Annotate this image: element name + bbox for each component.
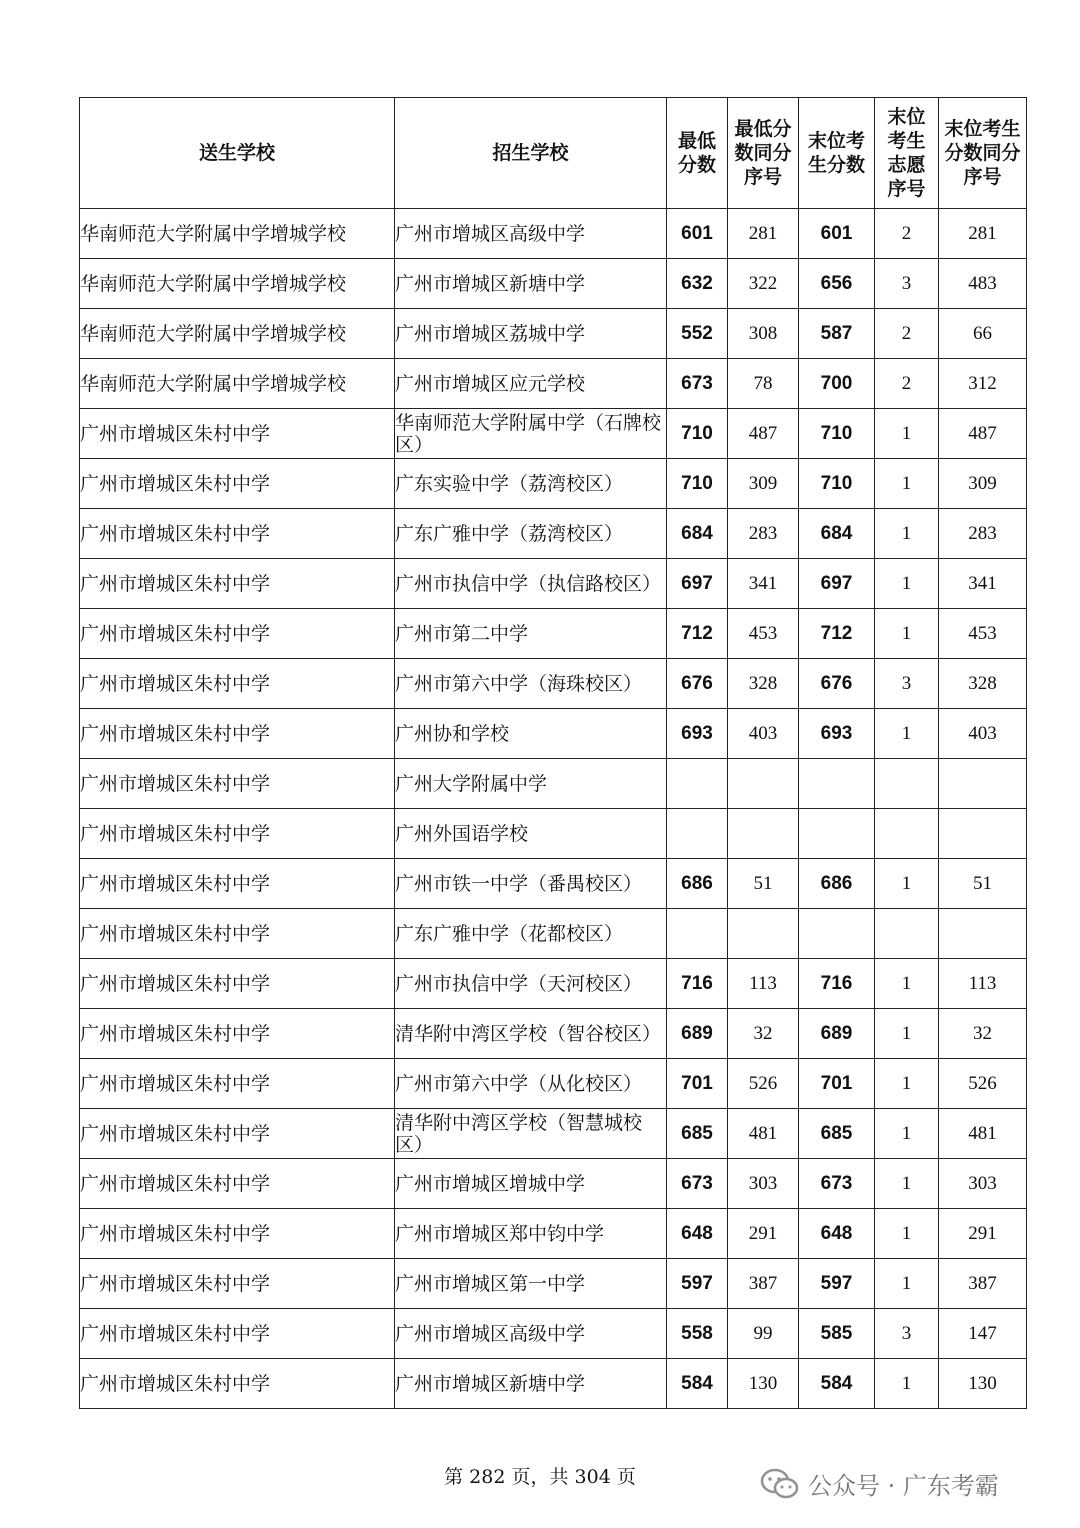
sending-school-cell: 广州市增城区朱村中学	[80, 559, 395, 609]
last-score-rank-cell: 281	[939, 209, 1027, 259]
last-score-rank-cell: 483	[939, 259, 1027, 309]
last-score-rank-cell: 32	[939, 1009, 1027, 1059]
min-score-cell: 697	[667, 559, 728, 609]
min-score-cell	[667, 759, 728, 809]
last-score-rank-cell: 526	[939, 1059, 1027, 1109]
table-row	[80, 1009, 1027, 1059]
table-row	[80, 609, 1027, 659]
last-score-cell: 712	[799, 609, 875, 659]
sending-school-cell: 广州市增城区朱村中学	[80, 1109, 395, 1159]
last-score-rank-cell: 487	[939, 409, 1027, 459]
table-row	[80, 559, 1027, 609]
sending-school-cell: 广州市增城区朱村中学	[80, 1159, 395, 1209]
last-score-cell: 710	[799, 459, 875, 509]
admitting-school-cell: 广州大学附属中学	[395, 759, 667, 809]
last-choice-no-cell: 1	[875, 609, 939, 659]
last-score-cell: 697	[799, 559, 875, 609]
admitting-school-cell: 广州协和学校	[395, 709, 667, 759]
admitting-school-cell: 广州市第二中学	[395, 609, 667, 659]
min-score-rank-cell: 309	[728, 459, 799, 509]
min-score-rank-cell: 322	[728, 259, 799, 309]
last-choice-no-cell: 1	[875, 709, 939, 759]
last-score-cell: 689	[799, 1009, 875, 1059]
table-row	[80, 1109, 1027, 1159]
last-score-cell: 585	[799, 1309, 875, 1359]
sending-school-cell: 广州市增城区朱村中学	[80, 1209, 395, 1259]
min-score-rank-cell	[728, 809, 799, 859]
table-row	[80, 259, 1027, 309]
min-score-cell: 686	[667, 859, 728, 909]
min-score-rank-cell: 51	[728, 859, 799, 909]
sending-school-cell: 广州市增城区朱村中学	[80, 709, 395, 759]
sending-school-cell: 华南师范大学附属中学增城学校	[80, 309, 395, 359]
wechat-icon	[760, 1467, 800, 1501]
last-choice-no-cell: 1	[875, 559, 939, 609]
admitting-school-cell: 广州外国语学校	[395, 809, 667, 859]
min-score-rank-cell: 291	[728, 1209, 799, 1259]
last-score-cell: 684	[799, 509, 875, 559]
last-score-rank-cell: 147	[939, 1309, 1027, 1359]
last-score-rank-cell: 481	[939, 1109, 1027, 1159]
page-footer: 第 282 页，共 304 页	[444, 1466, 636, 1488]
last-score-rank-cell: 387	[939, 1259, 1027, 1309]
last-score-rank-cell: 303	[939, 1159, 1027, 1209]
admitting-school-cell: 广州市增城区高级中学	[395, 209, 667, 259]
last-choice-no-cell: 1	[875, 1009, 939, 1059]
min-score-rank-cell: 481	[728, 1109, 799, 1159]
last-score-cell	[799, 809, 875, 859]
last-score-cell: 601	[799, 209, 875, 259]
sending-school-cell: 华南师范大学附属中学增城学校	[80, 359, 395, 409]
last-score-cell: 710	[799, 409, 875, 459]
min-score-cell: 716	[667, 959, 728, 1009]
header-min-score-rank: 最低分 数同分 序号	[728, 98, 799, 209]
last-score-rank-cell: 403	[939, 709, 1027, 759]
table-row	[80, 809, 1027, 859]
last-score-rank-cell: 51	[939, 859, 1027, 909]
last-score-rank-cell: 130	[939, 1359, 1027, 1409]
table-row	[80, 1259, 1027, 1309]
last-score-rank-cell	[939, 909, 1027, 959]
sending-school-cell: 广州市增城区朱村中学	[80, 659, 395, 709]
min-score-cell: 712	[667, 609, 728, 659]
sending-school-cell: 广州市增城区朱村中学	[80, 759, 395, 809]
min-score-cell: 710	[667, 409, 728, 459]
sending-school-cell: 广州市增城区朱村中学	[80, 1359, 395, 1409]
last-choice-no-cell	[875, 909, 939, 959]
sending-school-cell: 广州市增城区朱村中学	[80, 809, 395, 859]
sending-school-cell: 广州市增城区朱村中学	[80, 909, 395, 959]
min-score-cell: 676	[667, 659, 728, 709]
table-row	[80, 709, 1027, 759]
sending-school-cell: 广州市增城区朱村中学	[80, 409, 395, 459]
min-score-rank-cell: 99	[728, 1309, 799, 1359]
sending-school-cell: 广州市增城区朱村中学	[80, 1009, 395, 1059]
min-score-rank-cell: 113	[728, 959, 799, 1009]
watermark-text: 公众号 · 广东考霸	[808, 1472, 999, 1500]
min-score-cell: 632	[667, 259, 728, 309]
last-choice-no-cell: 1	[875, 409, 939, 459]
table-row	[80, 859, 1027, 909]
last-choice-no-cell	[875, 759, 939, 809]
admitting-school-cell: 广州市增城区新塘中学	[395, 259, 667, 309]
table-row	[80, 309, 1027, 359]
min-score-cell: 558	[667, 1309, 728, 1359]
min-score-rank-cell: 403	[728, 709, 799, 759]
admitting-school-cell: 广州市铁一中学（番禺校区）	[395, 859, 667, 909]
table-row	[80, 409, 1027, 459]
last-choice-no-cell: 3	[875, 659, 939, 709]
last-choice-no-cell: 1	[875, 1359, 939, 1409]
admitting-school-cell: 广州市执信中学（执信路校区）	[395, 559, 667, 609]
min-score-cell: 710	[667, 459, 728, 509]
last-score-cell: 686	[799, 859, 875, 909]
admitting-school-cell: 广州市增城区荔城中学	[395, 309, 667, 359]
last-score-cell: 656	[799, 259, 875, 309]
last-score-rank-cell: 309	[939, 459, 1027, 509]
last-choice-no-cell: 1	[875, 959, 939, 1009]
last-score-rank-cell: 291	[939, 1209, 1027, 1259]
last-choice-no-cell: 3	[875, 1309, 939, 1359]
min-score-cell: 684	[667, 509, 728, 559]
admitting-school-cell: 广州市执信中学（天河校区）	[395, 959, 667, 1009]
table-row	[80, 909, 1027, 959]
admission-table	[79, 97, 1027, 1409]
last-score-cell: 676	[799, 659, 875, 709]
admitting-school-cell: 广州市增城区郑中钧中学	[395, 1209, 667, 1259]
sending-school-cell: 广州市增城区朱村中学	[80, 1059, 395, 1109]
min-score-cell: 701	[667, 1059, 728, 1109]
last-score-cell	[799, 909, 875, 959]
table-row	[80, 1359, 1027, 1409]
last-score-cell: 716	[799, 959, 875, 1009]
last-choice-no-cell: 1	[875, 859, 939, 909]
last-score-cell: 587	[799, 309, 875, 359]
min-score-cell: 673	[667, 1159, 728, 1209]
last-choice-no-cell: 1	[875, 1159, 939, 1209]
admitting-school-cell: 广东广雅中学（荔湾校区）	[395, 509, 667, 559]
last-score-cell: 700	[799, 359, 875, 409]
min-score-rank-cell: 387	[728, 1259, 799, 1309]
last-choice-no-cell: 2	[875, 209, 939, 259]
min-score-cell: 552	[667, 309, 728, 359]
table-row	[80, 1159, 1027, 1209]
last-choice-no-cell: 1	[875, 1209, 939, 1259]
table-row	[80, 1309, 1027, 1359]
min-score-cell: 689	[667, 1009, 728, 1059]
last-score-rank-cell: 283	[939, 509, 1027, 559]
last-score-rank-cell: 453	[939, 609, 1027, 659]
min-score-rank-cell: 487	[728, 409, 799, 459]
min-score-rank-cell	[728, 759, 799, 809]
last-choice-no-cell: 1	[875, 1259, 939, 1309]
last-choice-no-cell: 1	[875, 1109, 939, 1159]
sending-school-cell: 华南师范大学附属中学增城学校	[80, 209, 395, 259]
last-score-cell: 701	[799, 1059, 875, 1109]
table-row	[80, 209, 1027, 259]
admitting-school-cell: 广州市增城区第一中学	[395, 1259, 667, 1309]
header-last-choice-no: 末位 考生 志愿 序号	[875, 98, 939, 209]
sending-school-cell: 广州市增城区朱村中学	[80, 859, 395, 909]
table-row	[80, 359, 1027, 409]
admitting-school-cell: 广州市增城区高级中学	[395, 1309, 667, 1359]
admitting-school-cell: 清华附中湾区学校（智谷校区）	[395, 1009, 667, 1059]
header-last-score-rank: 末位考生 分数同分 序号	[939, 98, 1027, 209]
header-min-score: 最低 分数	[667, 98, 728, 209]
table-row	[80, 959, 1027, 1009]
min-score-cell: 597	[667, 1259, 728, 1309]
last-score-cell	[799, 759, 875, 809]
last-score-rank-cell: 328	[939, 659, 1027, 709]
table-row	[80, 509, 1027, 559]
table-row	[80, 1059, 1027, 1109]
min-score-rank-cell: 78	[728, 359, 799, 409]
admitting-school-cell: 广东实验中学（荔湾校区）	[395, 459, 667, 509]
min-score-rank-cell: 281	[728, 209, 799, 259]
min-score-cell: 693	[667, 709, 728, 759]
last-score-cell: 685	[799, 1109, 875, 1159]
min-score-rank-cell: 283	[728, 509, 799, 559]
header-last-score: 末位考 生分数	[799, 98, 875, 209]
table-row	[80, 659, 1027, 709]
last-choice-no-cell: 3	[875, 259, 939, 309]
last-score-cell: 673	[799, 1159, 875, 1209]
table-row	[80, 759, 1027, 809]
min-score-rank-cell: 32	[728, 1009, 799, 1059]
min-score-rank-cell: 303	[728, 1159, 799, 1209]
admitting-school-cell: 广州市第六中学（从化校区）	[395, 1059, 667, 1109]
min-score-rank-cell: 328	[728, 659, 799, 709]
sending-school-cell: 广州市增城区朱村中学	[80, 459, 395, 509]
table-row	[80, 1209, 1027, 1259]
last-score-cell: 693	[799, 709, 875, 759]
last-score-rank-cell: 312	[939, 359, 1027, 409]
admitting-school-cell: 华南师范大学附属中学（石牌校区）	[395, 409, 667, 459]
min-score-rank-cell: 341	[728, 559, 799, 609]
last-choice-no-cell: 1	[875, 1059, 939, 1109]
last-score-cell: 584	[799, 1359, 875, 1409]
admitting-school-cell: 广州市增城区新塘中学	[395, 1359, 667, 1409]
last-choice-no-cell: 1	[875, 459, 939, 509]
last-choice-no-cell: 2	[875, 309, 939, 359]
sending-school-cell: 华南师范大学附属中学增城学校	[80, 259, 395, 309]
min-score-cell: 601	[667, 209, 728, 259]
admitting-school-cell: 广东广雅中学（花都校区）	[395, 909, 667, 959]
header-admitting-school: 招生学校	[395, 98, 667, 209]
table-row	[80, 459, 1027, 509]
min-score-rank-cell	[728, 909, 799, 959]
min-score-cell: 648	[667, 1209, 728, 1259]
last-score-rank-cell: 113	[939, 959, 1027, 1009]
min-score-cell: 673	[667, 359, 728, 409]
admitting-school-cell: 广州市第六中学（海珠校区）	[395, 659, 667, 709]
last-choice-no-cell: 1	[875, 509, 939, 559]
sending-school-cell: 广州市增城区朱村中学	[80, 509, 395, 559]
sending-school-cell: 广州市增城区朱村中学	[80, 609, 395, 659]
header-sending-school: 送生学校	[80, 98, 395, 209]
min-score-rank-cell: 308	[728, 309, 799, 359]
min-score-rank-cell: 130	[728, 1359, 799, 1409]
admitting-school-cell: 广州市增城区应元学校	[395, 359, 667, 409]
sending-school-cell: 广州市增城区朱村中学	[80, 1309, 395, 1359]
min-score-cell	[667, 909, 728, 959]
last-choice-no-cell: 2	[875, 359, 939, 409]
last-score-rank-cell	[939, 759, 1027, 809]
last-score-rank-cell: 341	[939, 559, 1027, 609]
admitting-school-cell: 清华附中湾区学校（智慧城校区）	[395, 1109, 667, 1159]
last-score-rank-cell: 66	[939, 309, 1027, 359]
sending-school-cell: 广州市增城区朱村中学	[80, 1259, 395, 1309]
last-score-rank-cell	[939, 809, 1027, 859]
last-score-cell: 648	[799, 1209, 875, 1259]
min-score-rank-cell: 526	[728, 1059, 799, 1109]
header-row	[80, 98, 1027, 209]
min-score-cell: 685	[667, 1109, 728, 1159]
admitting-school-cell: 广州市增城区增城中学	[395, 1159, 667, 1209]
last-score-cell: 597	[799, 1259, 875, 1309]
sending-school-cell: 广州市增城区朱村中学	[80, 959, 395, 1009]
min-score-cell: 584	[667, 1359, 728, 1409]
min-score-rank-cell: 453	[728, 609, 799, 659]
watermark	[760, 1466, 999, 1501]
min-score-cell	[667, 809, 728, 859]
last-choice-no-cell	[875, 809, 939, 859]
